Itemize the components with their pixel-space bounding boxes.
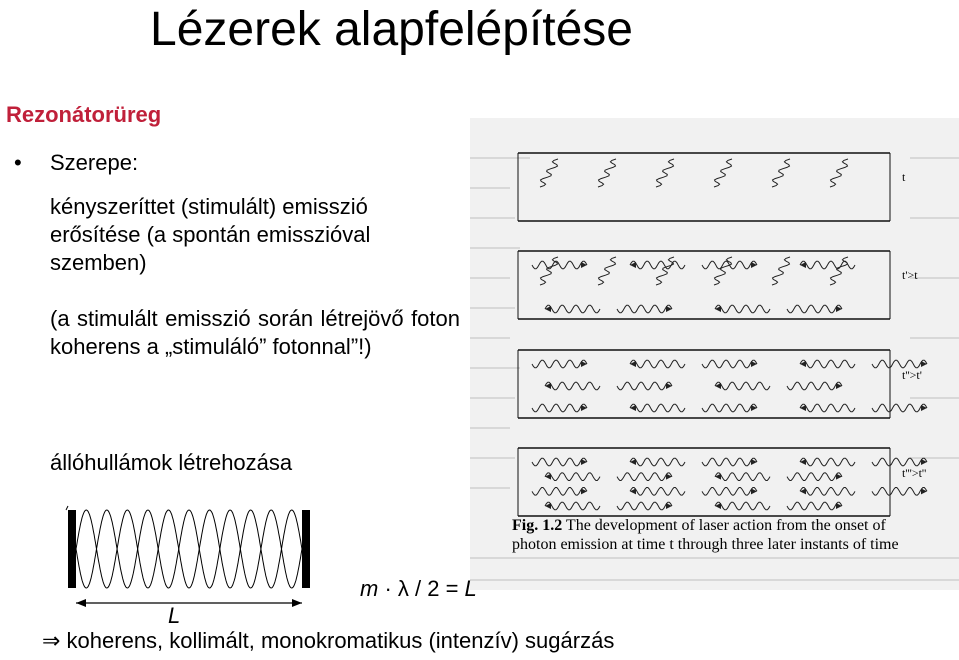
figure-cavities <box>518 153 927 516</box>
bullet-dot: • <box>14 150 22 175</box>
time-label-2: t'>t <box>902 268 918 282</box>
bullet-label: Szerepe: <box>50 150 139 175</box>
right-mirror <box>302 510 310 588</box>
left-mirror <box>66 506 76 588</box>
implies-arrow-icon: ⇒ <box>42 628 61 653</box>
conclusion-line <box>42 628 614 654</box>
time-label-3: t''>t' <box>902 368 922 382</box>
formula-m: m <box>360 576 379 601</box>
caption-text: The development of laser action from the onset of photon emission at time t through three later instants of time <box>512 517 899 553</box>
caption-label: Fig. 1.2 <box>512 517 563 534</box>
coherence-paragraph: (a stimulált emisszió során létrejövő foton koherens a „stimuláló” fotonnal”!) <box>50 306 460 359</box>
amplification-paragraph: kényszeríttet (stimulált) emisszió erősítése (a spontán emisszióval szemben) <box>50 194 371 275</box>
resonance-formula <box>360 576 477 602</box>
formula-L: L <box>464 576 477 601</box>
formula-lambda: λ <box>397 576 409 601</box>
figure-caption <box>512 516 932 554</box>
standing-wave-b <box>76 510 302 588</box>
standing-wave-a <box>76 510 302 588</box>
standing-waves-label: állóhullámok létrehozása <box>50 450 293 475</box>
cavity-length-label: L <box>168 603 181 628</box>
length-arrow <box>76 599 302 607</box>
section-heading: Rezonátorüreg <box>6 102 162 127</box>
formula-rest: / 2 = <box>408 576 465 601</box>
conclusion-text: koherens, kollimált, monokromatikus (intenzív) sugárzás <box>60 628 615 653</box>
time-label-1: t <box>902 170 906 184</box>
formula-dot: · <box>378 576 398 601</box>
page-title: Lézerek alapfelépítése <box>150 3 633 56</box>
time-label-4: t'''>t'' <box>902 466 927 480</box>
standing-wave-cavity-diagram <box>60 500 320 625</box>
